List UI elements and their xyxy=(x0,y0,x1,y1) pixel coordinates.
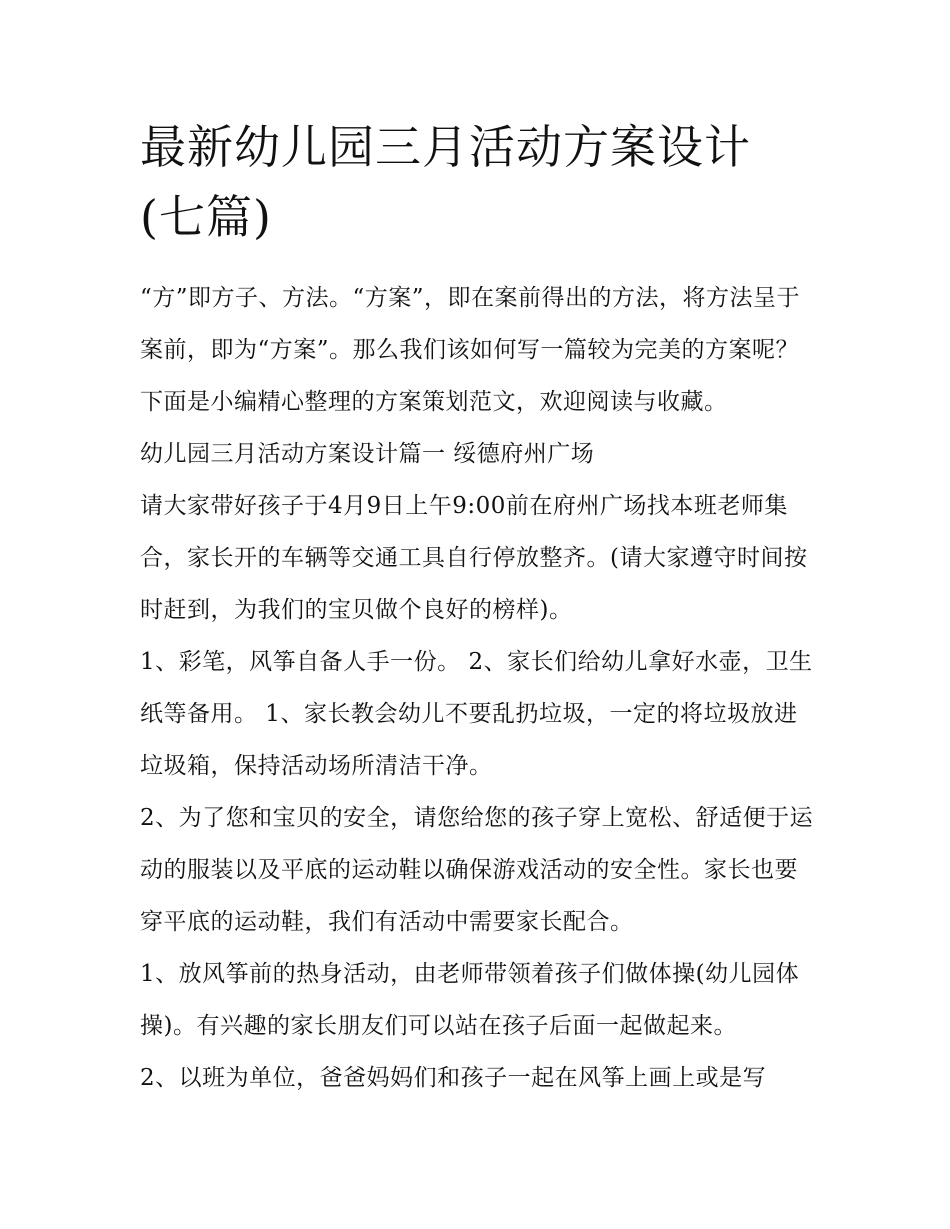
intro-paragraph: “方”即方子、方法。“方案”，即在案前得出的方法，将方法呈于案前，即为“方案”。那么我们该如何写一篇较为完美的方案呢？下面是小编精心整理的方案策划范文，欢迎阅读与收藏。 xyxy=(140,285,801,415)
paragraph-kite-drawing: 2、以班为单位，爸爸妈妈们和孩子一起在风筝上画上或是写 xyxy=(140,1065,767,1091)
title-line-1: 最新幼儿园三月活动方案设计 xyxy=(140,120,751,174)
section-heading: 幼儿园三月活动方案设计篇一 绥德府州广场 xyxy=(140,441,595,467)
paragraph-safety: 2、为了您和宝贝的安全，请您给您的孩子穿上宽松、舒适便于运动的服装以及平底的运动鞋以确保游戏活动的安全性。家长也要穿平底的运动鞋，我们有活动中需要家长配合。 xyxy=(140,805,814,935)
paragraph-warmup: 1、放风筝前的热身活动，由老师带领着孩子们做体操(幼儿园体操)。有兴趣的家长朋友们可以站在孩子后面一起做起来。 xyxy=(140,961,800,1039)
title-line-2: (七篇) xyxy=(140,190,272,244)
paragraph-gathering: 请大家带好孩子于4月9日上午9:00前在府州广场找本班老师集合，家长开的车辆等交通工具自行停放整齐。(请大家遵守时间按时赶到，为我们的宝贝做个良好的榜样)。 xyxy=(140,493,808,623)
paragraph-preparation: 1、彩笔，风筝自备人手一份。 2、家长们给幼儿拿好水壶，卫生纸等备用。 1、家长教会幼儿不要乱扔垃圾，一定的将垃圾放进垃圾箱，保持活动场所清洁干净。 xyxy=(140,649,813,779)
document-title xyxy=(140,112,820,252)
document-body xyxy=(140,112,820,1104)
